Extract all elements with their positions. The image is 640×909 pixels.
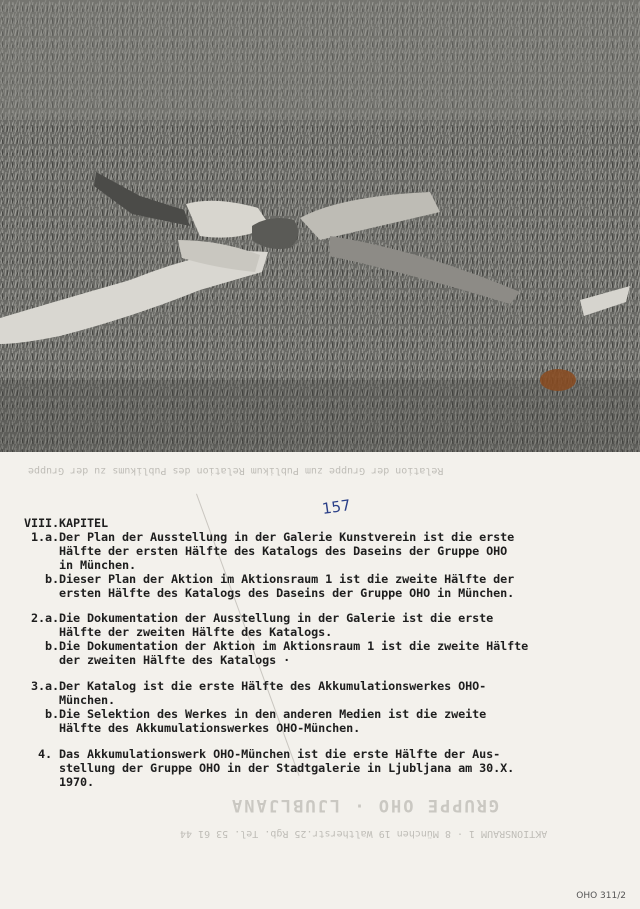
text-line: 4. Das Akkumulationswerk OHO-München ist die erste Hälfte der Aus-: [24, 747, 501, 761]
text-line: München.: [24, 693, 116, 707]
show-through-title: GRUPPE OHO · LJUBLJANA: [230, 795, 500, 815]
text-line: der zweiten Hälfte des Katalogs ·: [24, 653, 291, 667]
text-line: in München.: [24, 558, 137, 572]
text-line: stellung der Gruppe OHO in der Stadtgalerie in Ljubljana am 30.X.: [24, 761, 515, 775]
archive-mark: OHO 311/2: [576, 891, 626, 901]
chapter-heading: VIII.KAPITEL: [24, 516, 109, 530]
text-line: Hälfte der zweiten Hälfte des Katalogs.: [24, 625, 333, 639]
text-line: Hälfte der ersten Hälfte des Katalogs des Daseins der Gruppe OHO: [24, 544, 508, 558]
photograph-people-lying-in-grass: [0, 0, 640, 452]
text-line: 3.a.Der Katalog ist die erste Hälfte des Akkumulationswerkes OHO-: [24, 679, 487, 693]
page-number: 157: [320, 496, 352, 518]
text-line: 1970.: [24, 775, 95, 789]
text-line: b.Die Dokumentation der Aktion im Aktionsraum 1 ist die zweite Hälfte: [24, 639, 529, 653]
text-line: 1.a.Der Plan der Ausstellung in der Galerie Kunstverein ist die erste: [24, 530, 515, 544]
text-line: b.Die Selektion des Werkes in den anderen Medien ist die zweite: [24, 707, 487, 721]
text-line: ersten Hälfte des Katalogs des Daseins der Gruppe OHO in München.: [24, 586, 515, 600]
show-through-address: AKTIONSRAUM 1 · 8 München 19 Waltherstr.25 Rgb. Tel. 53 61 44: [180, 828, 548, 839]
text-line: b.Dieser Plan der Aktion im Aktionsraum 1 ist die zweite Hälfte der: [24, 572, 515, 586]
text-line: 2.a.Die Dokumentation der Ausstellung in der Galerie ist die erste: [24, 611, 494, 625]
text-line: Hälfte des Akkumulationswerkes OHO-München.: [24, 721, 361, 735]
show-through-text: Relation der Gruppe zum Publikum Relation des Publikums zu der Gruppe: [28, 465, 444, 476]
chapter-text: [24, 516, 624, 789]
